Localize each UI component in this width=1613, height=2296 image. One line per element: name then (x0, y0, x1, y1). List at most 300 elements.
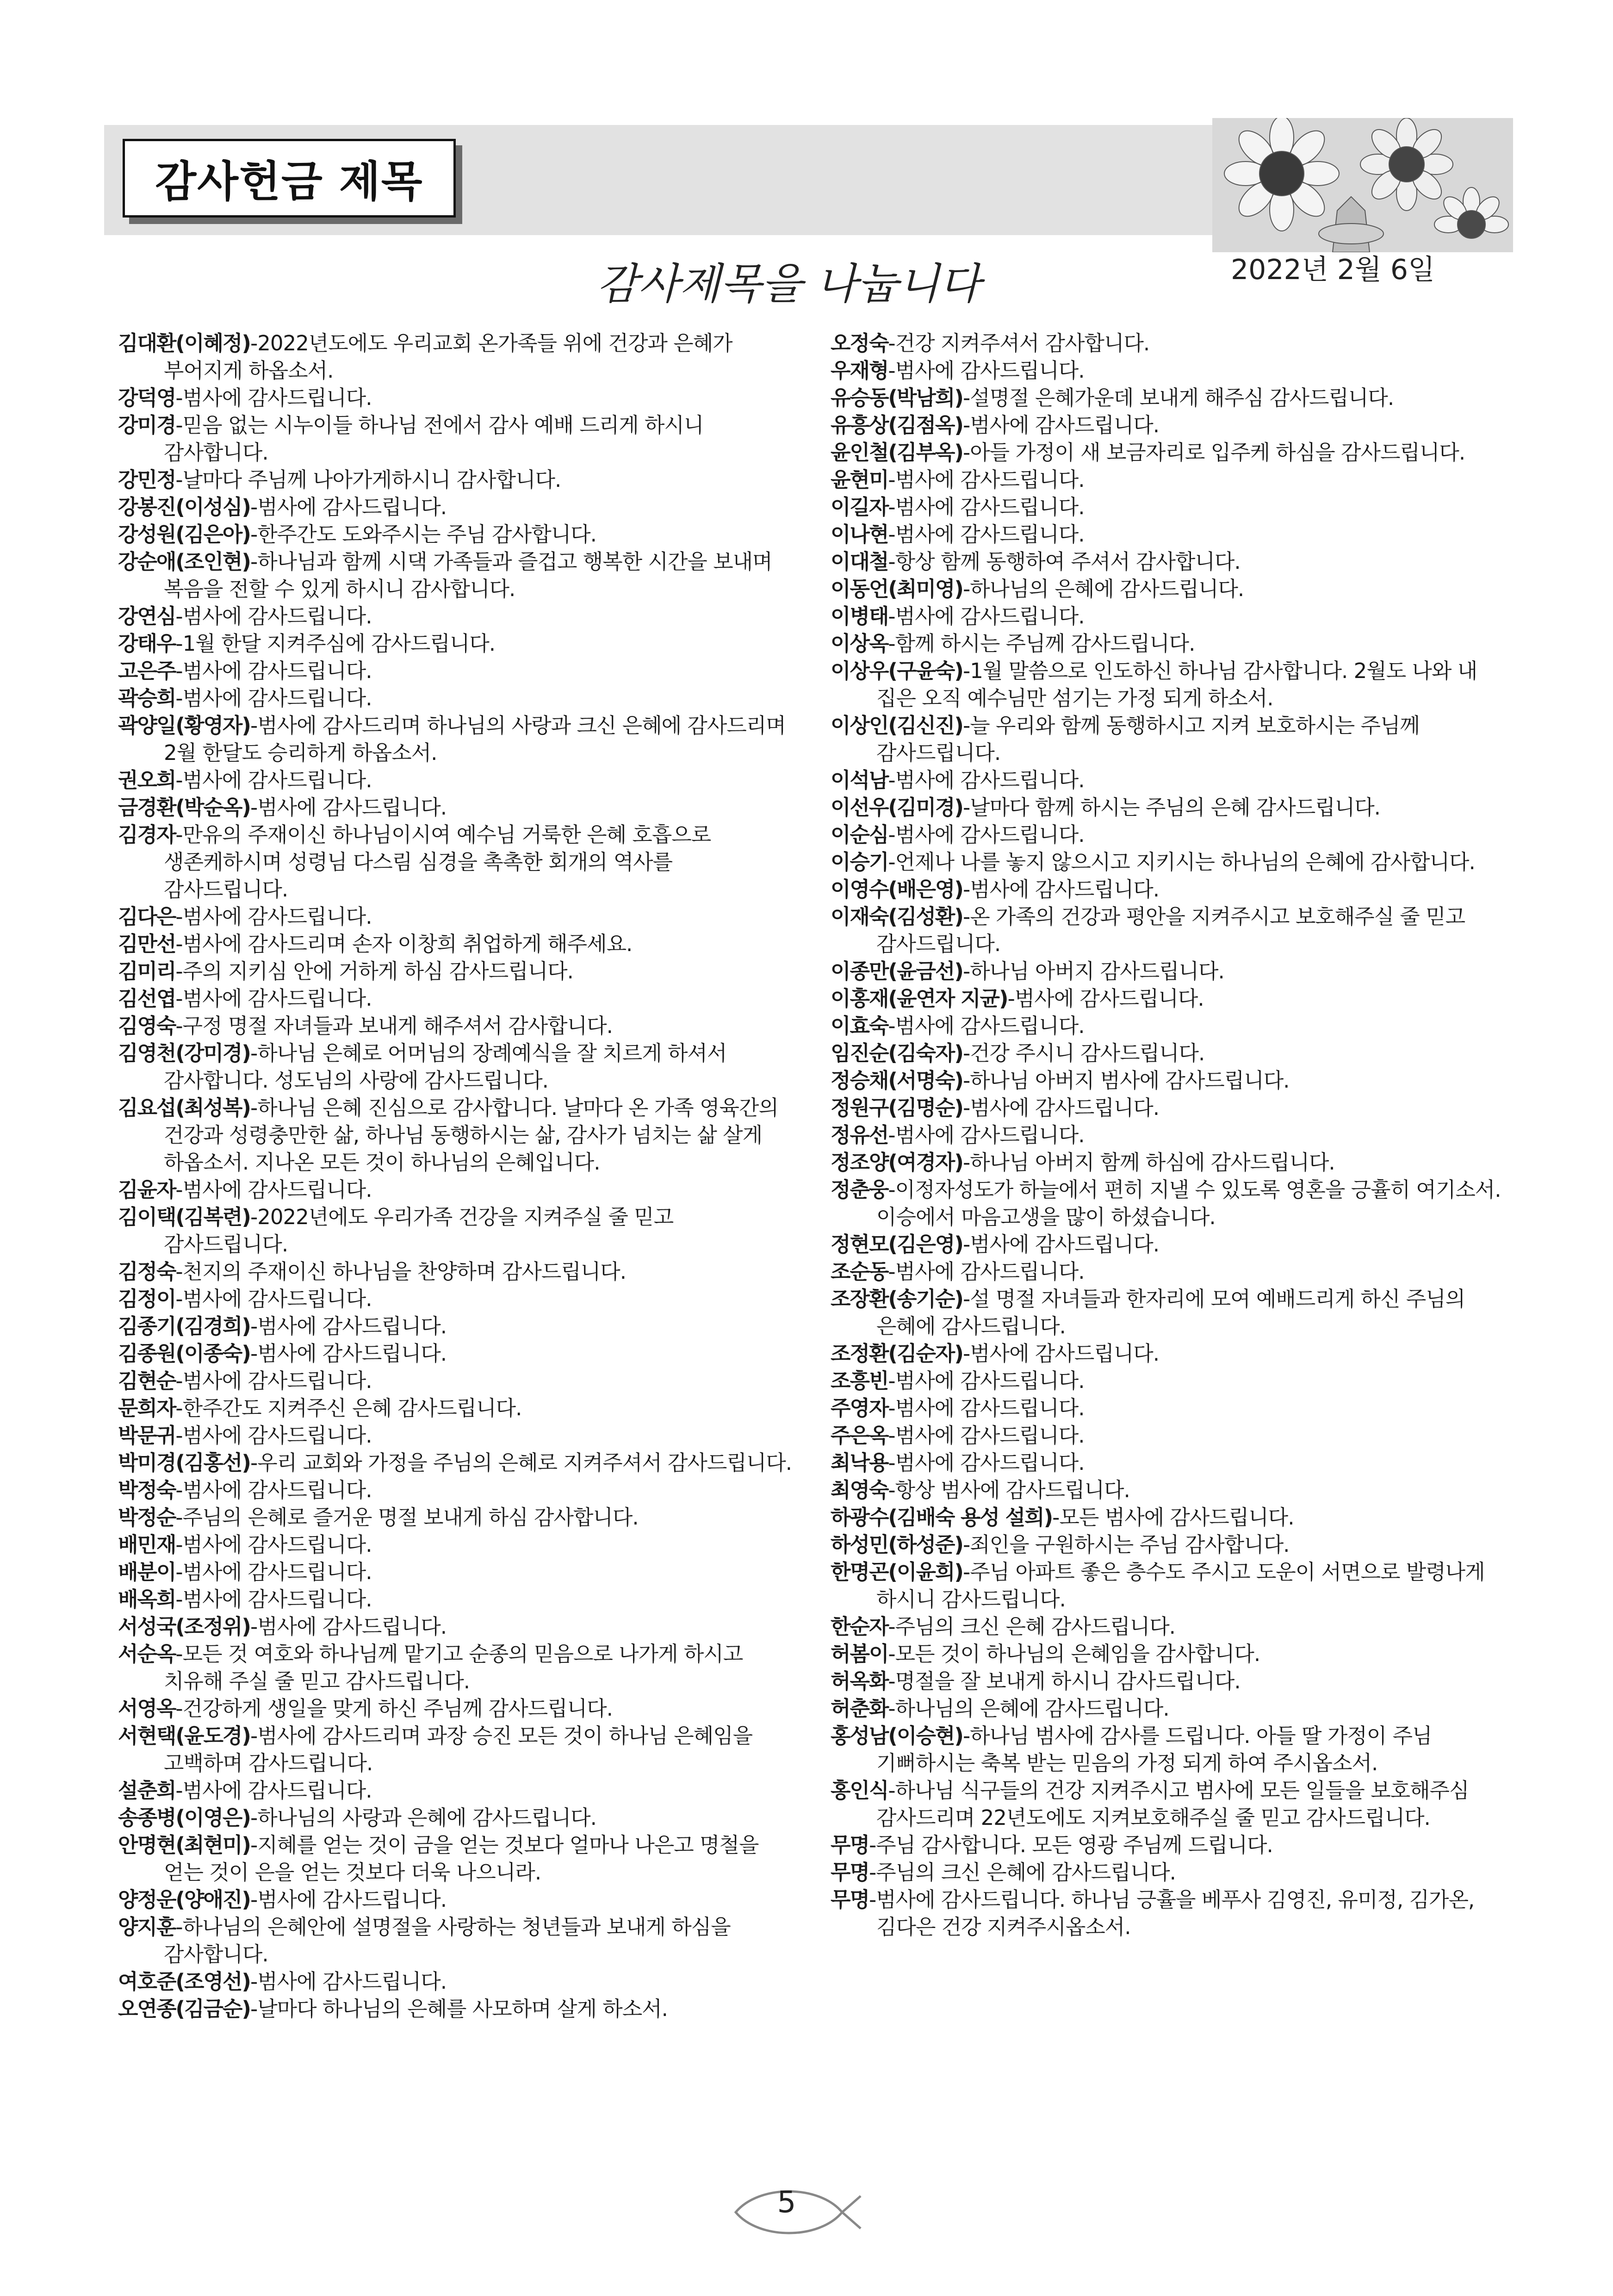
thanksgiving-text: -1월 말씀으로 인도하신 하나님 감사합니다. 2월도 나와 내 집은 오직 예수님만 섬기는 가정 되게 하소서. (876, 659, 1477, 710)
donor-entry (118, 930, 794, 958)
donor-name: 정춘웅 (831, 1177, 888, 1202)
donor-name: 강태우 (118, 631, 176, 656)
donor-name: 최영숙 (831, 1478, 888, 1502)
donor-name: 이영수(배은영) (831, 877, 963, 902)
thanksgiving-text: -범사에 감사드립니다. (175, 1587, 372, 1612)
donor-entry (831, 1504, 1506, 1531)
thanksgiving-text: -범사에 감사드립니다. (1007, 986, 1204, 1011)
donor-name: 조순동 (831, 1259, 888, 1284)
donor-entry (118, 1695, 794, 1722)
subtitle: 감사제목을 나눕니다 (597, 259, 981, 309)
thanksgiving-text: -주님 감사합니다. 모든 영광 주님께 드립니다. (869, 1833, 1273, 1857)
thanksgiving-text: -범사에 감사드립니다. (250, 495, 447, 519)
donor-entry (118, 384, 794, 411)
thanksgiving-text: -항상 범사에 감사드립니다. (888, 1478, 1130, 1502)
date: 2022년 2월 6일 (1231, 254, 1435, 286)
thanksgiving-text: -범사에 감사드립니다. (888, 822, 1085, 847)
donor-entry (831, 821, 1506, 848)
donor-name: 주영자 (831, 1396, 888, 1420)
donor-entry (118, 821, 794, 903)
donor-name: 이재숙(김성환) (831, 904, 963, 929)
thanksgiving-text: -이정자성도가 하늘에서 편히 지낼 수 있도록 영혼을 긍휼히 여기소서. 이승에서 마음고생을 많이 하셨습니다. (876, 1177, 1501, 1229)
donor-name: 김선엽 (118, 986, 176, 1011)
donor-name: 이상우(구윤숙) (831, 659, 963, 683)
donor-name: 유승동(박남희) (831, 386, 963, 410)
thanksgiving-text: -범사에 감사드립니다. (175, 986, 372, 1011)
donor-name: 이순심 (831, 822, 888, 847)
thanksgiving-text: -2022년도에도 우리교회 온가족들 위에 건강과 은혜가 부어지게 하옵소서. (164, 331, 732, 383)
donor-name: 강덕영 (118, 386, 176, 410)
donor-name: 김요섭(최성복) (118, 1095, 250, 1120)
thanksgiving-text: -언제나 나를 놓지 않으시고 지키시는 하나님의 은혜에 감사합니다. (888, 850, 1475, 874)
thanksgiving-text: -범사에 감사드립니다. (175, 1532, 372, 1557)
donor-entry (831, 1012, 1506, 1039)
thanksgiving-text: -범사에 감사드립니다. (888, 1423, 1085, 1448)
donor-entry (118, 1012, 794, 1039)
thanksgiving-text: -하나님 은혜 진심으로 감사합니다. 날마다 온 가족 영육간의 건강과 성령충만한 삶, 하나님 동행하시는 삶, 감사가 넘치는 삶 살게 하옵소서. 지나온 모든 것이 하나님의 은혜입니다. (164, 1095, 778, 1175)
donor-name: 이선우(김미경) (831, 795, 963, 820)
donor-name: 무명 (831, 1887, 869, 1912)
donor-name: 박정숙 (118, 1478, 176, 1502)
donor-entry (831, 575, 1506, 603)
donor-name: 한순자 (831, 1614, 888, 1639)
thanksgiving-text: -범사에 감사드립니다. (175, 1778, 372, 1803)
thanksgiving-text: -죄인을 구원하시는 주님 감사합니다. (962, 1532, 1290, 1557)
thanksgiving-text: -온 가족의 건강과 평안을 지켜주시고 보호해주실 줄 믿고 감사드립니다. (876, 904, 1465, 956)
thanksgiving-text: -범사에 감사드립니다. (962, 413, 1160, 437)
thanksgiving-text: -범사에 감사드립니다. (888, 1259, 1085, 1284)
thanksgiving-text: -범사에 감사드립니다. (888, 768, 1085, 792)
donor-entry (831, 630, 1506, 657)
donor-name: 이상인(김신진) (831, 713, 963, 738)
thanksgiving-text: -명절을 잘 보내게 하시니 감사드립니다. (888, 1669, 1241, 1693)
donor-name: 한명곤(이윤희) (831, 1560, 963, 1584)
donor-entry (831, 384, 1506, 411)
thanksgiving-text: -주님의 은혜로 즐거운 명절 보내게 하심 감사합니다. (175, 1505, 639, 1530)
thanksgiving-text: -하나님의 은혜에 감사드립니다. (962, 577, 1244, 601)
thanksgiving-text: -범사에 감사드립니다. (888, 1450, 1085, 1475)
donor-entry (118, 1176, 794, 1203)
donor-entry (831, 1886, 1506, 1941)
donor-entry (831, 1285, 1506, 1340)
thanksgiving-text: -범사에 감사드립니다. (175, 604, 372, 628)
donor-entry (118, 1558, 794, 1586)
donor-name: 김윤자 (118, 1177, 176, 1202)
donor-name: 이동언(최미영) (831, 577, 963, 601)
thanksgiving-text: -범사에 감사드립니다. (888, 467, 1085, 492)
donor-name: 이종만(윤금선) (831, 959, 963, 983)
donor-name: 양정운(양애진) (118, 1887, 250, 1912)
thanksgiving-text: -늘 우리와 함께 동행하시고 지켜 보호하시는 주님께 감사드립니다. (876, 713, 1420, 765)
donor-entry (831, 848, 1506, 876)
thanksgiving-text: -하나님과 함께 시댁 가족들과 즐겁고 행복한 시간을 보내며 복음을 전할 수 있게 하시니 감사합니다. (164, 549, 772, 601)
donor-entry (118, 794, 794, 821)
donor-name: 이승기 (831, 850, 888, 874)
donor-name: 허춘화 (831, 1696, 888, 1721)
thanksgiving-text: -2022년에도 우리가족 건강을 지켜주실 줄 믿고 감사드립니다. (164, 1205, 674, 1257)
donor-name: 홍인식 (831, 1778, 888, 1803)
donor-entry (118, 1995, 794, 2022)
donor-name: 김다은 (118, 904, 176, 929)
donor-name: 무명 (831, 1860, 869, 1885)
donor-entry (831, 411, 1506, 439)
thanksgiving-text: -범사에 감사드립니다. (175, 1287, 372, 1311)
thanksgiving-text: -범사에 감사드리며 과장 승진 모든 것이 하나님 은혜임을 고백하며 감사드립니다. (164, 1724, 753, 1775)
thanksgiving-text: -1월 한달 지켜주심에 감사드립니다. (175, 631, 496, 656)
donor-name: 금경환(박순옥) (118, 795, 250, 820)
donor-entry (831, 439, 1506, 466)
donor-entry (118, 493, 794, 521)
donor-entry (831, 1831, 1506, 1859)
donor-entry (831, 985, 1506, 1012)
donor-entry (118, 1449, 794, 1476)
donor-entry (118, 1913, 794, 1968)
donor-entry (118, 603, 794, 630)
donor-name: 배분이 (118, 1560, 176, 1584)
thanksgiving-text: -범사에 감사드립니다. (962, 1095, 1160, 1120)
donor-name: 하광수(김배숙 용성 설희) (831, 1505, 1053, 1530)
donor-name: 문희자 (118, 1396, 176, 1420)
donor-entry (831, 357, 1506, 384)
left-column (118, 330, 794, 2022)
donor-entry (831, 712, 1506, 766)
donor-entry (118, 1258, 794, 1285)
donor-name: 곽양일(황영자) (118, 713, 250, 738)
page-number-label: 5 (777, 2185, 796, 2220)
donor-name: 이효숙 (831, 1014, 888, 1038)
donor-name: 홍성남(이승현) (831, 1724, 963, 1748)
donor-entry (831, 876, 1506, 903)
donor-entry (831, 958, 1506, 985)
thanksgiving-text: -날마다 주님께 나아가게하시니 감사합니다. (175, 467, 561, 492)
donor-entry (118, 1831, 794, 1886)
donor-name: 주은옥 (831, 1423, 888, 1448)
donor-entry (118, 1886, 794, 1913)
donor-entry (118, 1777, 794, 1804)
donor-name: 조정환(김순자) (831, 1341, 963, 1366)
donor-entry (831, 1039, 1506, 1067)
thanksgiving-text: -범사에 감사드립니다. (250, 1969, 447, 1994)
donor-name: 권오희 (118, 768, 176, 792)
thanksgiving-text: -아들 가정이 새 보금자리로 입주케 하심을 감사드립니다. (962, 440, 1465, 465)
thanksgiving-text: -범사에 감사드립니다. (962, 1341, 1160, 1366)
right-column (831, 330, 1506, 1941)
donor-name: 이병태 (831, 604, 888, 628)
thanksgiving-text: -설 명절 자녀들과 한자리에 모여 예배드리게 하신 주님의 은혜에 감사드립니다. (876, 1287, 1465, 1338)
donor-name: 허옥화 (831, 1669, 888, 1693)
donor-name: 최낙용 (831, 1450, 888, 1475)
donor-entry (831, 1176, 1506, 1231)
donor-entry (831, 794, 1506, 821)
thanksgiving-text: -만유의 주재이신 하나님이시여 예수님 거룩한 은혜 호흡으로 생존케하시며 성령님 다스림 심경을 촉촉한 회개의 역사를 감사드립니다. (164, 822, 711, 902)
donor-name: 김만선 (118, 932, 176, 956)
donor-name: 정현모(김은영) (831, 1232, 963, 1257)
thanksgiving-text: -범사에 감사드립니다. 하나님 긍휼을 베푸사 김영진, 유미정, 김가온, 김다은 건강 지켜주시옵소서. (869, 1887, 1475, 1939)
donor-name: 이홍재(윤연자 지균) (831, 986, 1008, 1011)
donor-name: 오연종(김금순) (118, 1997, 250, 2021)
thanksgiving-text: -설명절 은혜가운데 보내게 해주심 감사드립니다. (962, 386, 1394, 410)
donor-name: 강봉진(이성심) (118, 495, 250, 519)
donor-name: 안명현(최현미) (118, 1833, 250, 1857)
donor-entry (118, 1313, 794, 1340)
donor-entry (831, 1367, 1506, 1394)
donor-name: 무명 (831, 1833, 869, 1857)
donor-entry (831, 1340, 1506, 1367)
donor-entry (118, 466, 794, 493)
thanksgiving-text: -주님의 크신 은혜에 감사드립니다. (869, 1860, 1176, 1885)
donor-entry (118, 1613, 794, 1640)
thanksgiving-text: -한주간도 지켜주신 은혜 감사드립니다. (175, 1396, 522, 1420)
donor-entry (831, 330, 1506, 357)
donor-entry (118, 1640, 794, 1695)
donor-entry (831, 1613, 1506, 1640)
donor-name: 송종병(이영은) (118, 1805, 250, 1830)
donor-name: 김대환(이혜정) (118, 331, 250, 355)
donor-name: 임진순(김숙자) (831, 1041, 963, 1065)
donor-entry (118, 1531, 794, 1558)
donor-name: 강순애(조인현) (118, 549, 250, 574)
thanksgiving-text: -범사에 감사드립니다. (888, 1123, 1085, 1147)
thanksgiving-text: -범사에 감사드립니다. (250, 1341, 447, 1366)
thanksgiving-text: -범사에 감사드리며 하나님의 사랑과 크신 은혜에 감사드리며 2월 한달도 승리하게 하옵소서. (164, 713, 786, 765)
donor-name: 김종원(이종숙) (118, 1341, 250, 1366)
donor-entry (831, 1231, 1506, 1258)
thanksgiving-text: -모든 것이 하나님의 은혜임을 감사합니다. (888, 1642, 1260, 1666)
donor-name: 김이택(김복련) (118, 1205, 250, 1229)
donor-entry (831, 1722, 1506, 1777)
donor-entry (118, 1394, 794, 1422)
donor-entry (831, 766, 1506, 794)
donor-entry (118, 1285, 794, 1313)
donor-name: 김종기(김경희) (118, 1314, 250, 1338)
donor-name: 유흥상(김점옥) (831, 413, 963, 437)
donor-entry (118, 1586, 794, 1613)
thanksgiving-text: -범사에 감사드립니다. (250, 1314, 447, 1338)
donor-name: 김경자 (118, 822, 176, 847)
donor-entry (831, 1394, 1506, 1422)
donor-entry (118, 1203, 794, 1258)
donor-entry (831, 657, 1506, 712)
donor-entry (831, 466, 1506, 493)
donor-entry (831, 521, 1506, 548)
donor-name: 정승채(서명숙) (831, 1068, 963, 1093)
thanksgiving-text: -범사에 감사드립니다. (888, 1369, 1085, 1393)
thanksgiving-text: -주의 지키심 안에 거하게 하심 감사드립니다. (175, 959, 573, 983)
donor-name: 정원구(김명순) (831, 1095, 963, 1120)
donor-name: 서영옥 (118, 1696, 176, 1721)
thanksgiving-text: -모든 것 여호와 하나님께 맡기고 순종의 믿음으로 나가게 하시고 치유해 주실 줄 믿고 감사드립니다. (164, 1642, 743, 1693)
donor-entry (831, 1640, 1506, 1668)
thanksgiving-text: -지혜를 얻는 것이 금을 얻는 것보다 얼마나 나은고 명철을 얻는 것이 은을 얻는 것보다 더욱 나으니라. (164, 1833, 759, 1885)
donor-entry (118, 1039, 794, 1094)
donor-entry (831, 1695, 1506, 1722)
thanksgiving-text: -하나님 범사에 감사를 드립니다. 아들 딸 가정이 주님 기뻐하시는 축복 받는 믿음의 가정 되게 하여 주시옵소서. (876, 1724, 1432, 1775)
donor-entry (831, 548, 1506, 575)
donor-name: 서현택(윤도경) (118, 1724, 250, 1748)
donor-name: 정유선 (831, 1123, 888, 1147)
donor-name: 이대철 (831, 549, 888, 574)
donor-name: 오정숙 (831, 331, 888, 355)
donor-name: 이길자 (831, 495, 888, 519)
donor-entry (118, 330, 794, 384)
thanksgiving-text: -우리 교회와 가정을 주님의 은혜로 지켜주셔서 감사드립니다. (250, 1450, 792, 1475)
donor-name: 우재형 (831, 358, 888, 383)
donor-entry (118, 766, 794, 794)
thanksgiving-text: -하나님 은혜로 어머님의 장례예식을 잘 치르게 하셔서 감사합니다. 성도님의 사랑에 감사드립니다. (164, 1041, 727, 1093)
thanksgiving-text: -범사에 감사드립니다. (175, 686, 372, 710)
donor-entry (118, 1367, 794, 1394)
donor-entry (831, 603, 1506, 630)
donor-name: 조장환(송기순) (831, 1287, 963, 1311)
thanksgiving-text: -범사에 감사드립니다. (175, 1560, 372, 1584)
donor-name: 하성민(하성준) (831, 1532, 963, 1557)
donor-name: 이석남 (831, 768, 888, 792)
donor-entry (118, 684, 794, 712)
thanksgiving-text: -항상 함께 동행하여 주셔서 감사합니다. (888, 549, 1241, 574)
sunflower-illustration-icon (1212, 118, 1513, 252)
donor-entry (831, 1558, 1506, 1613)
donor-name: 이나현 (831, 522, 888, 547)
page-number (726, 2180, 865, 2245)
thanksgiving-text: -범사에 감사드립니다. (175, 1423, 372, 1448)
donor-entry (118, 1804, 794, 1831)
donor-entry (118, 1422, 794, 1449)
donor-entry (831, 1476, 1506, 1504)
thanksgiving-text: -범사에 감사드립니다. (175, 1369, 372, 1393)
donor-name: 박미경(김홍선) (118, 1450, 250, 1475)
thanksgiving-text: -건강하게 생일을 맞게 하신 주님께 감사드립니다. (175, 1696, 613, 1721)
thanksgiving-text: -건강 주시니 감사드립니다. (962, 1041, 1205, 1065)
donor-entry (118, 985, 794, 1012)
thanksgiving-text: -건강 지켜주셔서 감사합니다. (888, 331, 1150, 355)
thanksgiving-text: -범사에 감사드립니다. (888, 1396, 1085, 1420)
donor-entry (118, 958, 794, 985)
section-title-box (123, 139, 456, 218)
thanksgiving-text: -범사에 감사드립니다. (250, 795, 447, 820)
donor-name: 여호준(조영선) (118, 1969, 250, 1994)
donor-name: 곽승희 (118, 686, 176, 710)
donor-entry (831, 1859, 1506, 1886)
thanksgiving-text: -주님 아파트 좋은 층수도 주시고 도운이 서면으로 발령나게 하시니 감사드립니다. (876, 1560, 1485, 1612)
thanksgiving-text: -하나님 식구들의 건강 지켜주시고 범사에 모든 일들을 보호해주심 감사드리며 22년도에도 지켜보호해주실 줄 믿고 감사드립니다. (876, 1778, 1469, 1830)
donor-name: 박정순 (118, 1505, 176, 1530)
donor-entry (831, 493, 1506, 521)
section-title: 감사헌금 제목 (155, 157, 423, 206)
thanksgiving-text: -범사에 감사드립니다. (962, 1232, 1160, 1257)
thanksgiving-text: -범사에 감사드립니다. (888, 1014, 1085, 1038)
thanksgiving-text: -하나님 아버지 감사드립니다. (962, 959, 1224, 983)
donor-name: 윤현미 (831, 467, 888, 492)
donor-entry (118, 712, 794, 766)
donor-entry (831, 1668, 1506, 1695)
donor-entry (831, 1258, 1506, 1285)
donor-entry (118, 548, 794, 603)
thanksgiving-text: -범사에 감사드리며 손자 이창희 취업하게 해주세요. (175, 932, 633, 956)
thanksgiving-text: -하나님의 사랑과 은혜에 감사드립니다. (250, 1805, 596, 1830)
donor-entry (118, 411, 794, 466)
donor-entry (831, 1149, 1506, 1176)
thanksgiving-text: -하나님 아버지 함께 하심에 감사드립니다. (962, 1150, 1335, 1175)
donor-name: 김영천(강미경) (118, 1041, 250, 1065)
thanksgiving-text: -범사에 감사드립니다. (962, 877, 1160, 902)
donor-name: 김미리 (118, 959, 176, 983)
donor-name: 이상옥 (831, 631, 888, 656)
thanksgiving-text: -범사에 감사드립니다. (250, 1614, 447, 1639)
thanksgiving-text: -구정 명절 자녀들과 보내게 해주셔서 감사합니다. (175, 1014, 613, 1038)
donor-name: 고은주 (118, 659, 176, 683)
donor-name: 허봄이 (831, 1642, 888, 1666)
donor-entry (831, 1422, 1506, 1449)
donor-entry (118, 1094, 794, 1176)
thanksgiving-text: -하나님의 은혜에 감사드립니다. (888, 1696, 1169, 1721)
thanksgiving-text: -범사에 감사드립니다. (175, 768, 372, 792)
thanksgiving-text: -범사에 감사드립니다. (888, 522, 1085, 547)
donor-name: 서순옥 (118, 1642, 176, 1666)
donor-entry (831, 1531, 1506, 1558)
thanksgiving-text: -범사에 감사드립니다. (888, 604, 1085, 628)
donor-name: 김영숙 (118, 1014, 176, 1038)
thanksgiving-text: -하나님 아버지 범사에 감사드립니다. (962, 1068, 1290, 1093)
donor-entry (118, 1722, 794, 1777)
donor-name: 강미경 (118, 413, 176, 437)
thanksgiving-text: -날마다 하나님의 은혜를 사모하며 살게 하소서. (250, 1997, 668, 2021)
donor-name: 배민재 (118, 1532, 176, 1557)
donor-entry (118, 1504, 794, 1531)
donor-entry (831, 1777, 1506, 1831)
thanksgiving-text: -주님의 크신 은혜 감사드립니다. (888, 1614, 1175, 1639)
donor-name: 김정숙 (118, 1259, 176, 1284)
thanksgiving-text: -하나님의 은혜안에 설명절을 사랑하는 청년들과 보내게 하심을 감사합니다. (164, 1915, 731, 1966)
thanksgiving-text: -범사에 감사드립니다. (888, 495, 1085, 519)
donor-entry (831, 1094, 1506, 1121)
donor-name: 설춘희 (118, 1778, 176, 1803)
thanksgiving-text: -범사에 감사드립니다. (175, 659, 372, 683)
donor-entry (118, 521, 794, 548)
donor-name: 조흥빈 (831, 1369, 888, 1393)
donor-entry (831, 1067, 1506, 1094)
thanksgiving-text: -한주간도 도와주시는 주님 감사합니다. (250, 522, 596, 547)
donor-entry (118, 1340, 794, 1367)
thanksgiving-text: -범사에 감사드립니다. (888, 358, 1085, 383)
donor-name: 강연심 (118, 604, 176, 628)
donor-entry (831, 903, 1506, 958)
donor-name: 배옥희 (118, 1587, 176, 1612)
donor-name: 윤인철(김부옥) (831, 440, 963, 465)
thanksgiving-text: -모든 범사에 감사드립니다. (1052, 1505, 1294, 1530)
donor-entry (118, 1968, 794, 1995)
donor-entry (118, 903, 794, 930)
donor-name: 정조양(여경자) (831, 1150, 963, 1175)
thanksgiving-text: -함께 하시는 주님께 감사드립니다. (888, 631, 1195, 656)
donor-name: 박문귀 (118, 1423, 176, 1448)
thanksgiving-text: -날마다 함께 하시는 주님의 은혜 감사드립니다. (962, 795, 1380, 820)
thanksgiving-text: -믿음 없는 시누이들 하나님 전에서 감사 예배 드리게 하시니 감사합니다. (164, 413, 704, 465)
thanksgiving-text: -범사에 감사드립니다. (175, 904, 372, 929)
donor-name: 김현순 (118, 1369, 176, 1393)
donor-name: 강민정 (118, 467, 176, 492)
donor-entry (118, 657, 794, 684)
thanksgiving-text: -범사에 감사드립니다. (175, 1478, 372, 1502)
donor-name: 서성국(조정위) (118, 1614, 250, 1639)
thanksgiving-text: -범사에 감사드립니다. (175, 386, 372, 410)
donor-name: 강성원(김은아) (118, 522, 250, 547)
donor-name: 김정이 (118, 1287, 176, 1311)
donor-entry (831, 1121, 1506, 1149)
donor-entry (831, 1449, 1506, 1476)
donor-entry (118, 1476, 794, 1504)
donor-entry (118, 630, 794, 657)
donor-name: 양지훈 (118, 1915, 176, 1939)
